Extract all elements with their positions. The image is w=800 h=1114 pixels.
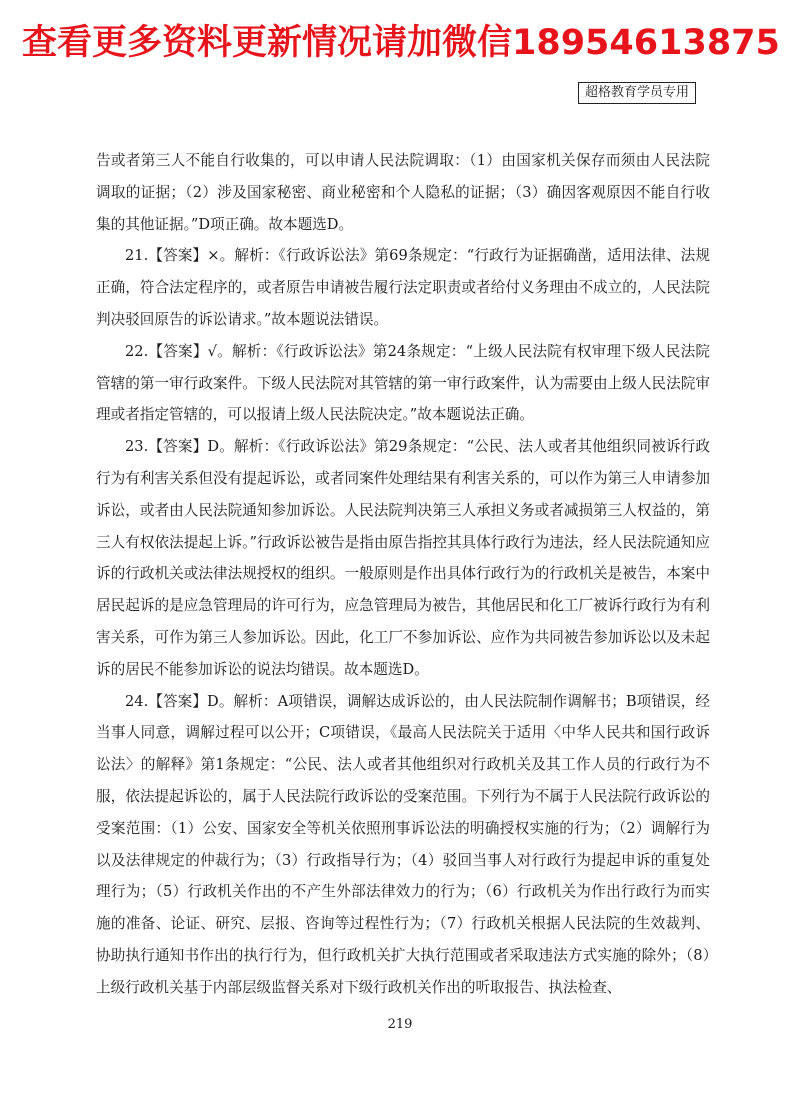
paragraph-answer-21: 21.【答案】×。解析：《行政诉讼法》第69条规定：“行政行为证据确凿，适用法律、法规正确，符合法定程序的，或者原告申请被告履行法定职责或者给付义务理由不成立的，人民法院判决驳回原告的诉讼请求。”故本题说法错误。 [96,247,710,328]
paragraph-answer-22: 22.【答案】√。解析：《行政诉讼法》第24条规定：“上级人民法院有权审理下级人民法院管辖的第一审行政案件。下级人民法院对其管辖的第一审行政案件，认为需要由上级人民法院审理或者指定管辖的，可以报请上级人民法院决定。”故本题说法正确。 [96,342,710,424]
watermark-banner: 查看更多资料更新情况请加微信18954613875 [22,23,780,63]
page-number: 219 [387,1017,413,1032]
answer-analysis-body [96,145,710,1004]
student-use-tag: 超格教育学员专用 [578,82,696,104]
paragraph-answer-24: 24.【答案】D。解析：A项错误，调解达成诉讼的，由人民法院制作调解书；B项错误，经当事人同意，调解过程可以公开；C项错误，《最高人民法院关于适用〈中华人民共和国行政诉讼法〉的解释》第1条规定：“公民、法人或者其他组织对行政机关及其工作人员的行政行为不服，依法提起诉讼的，属于人民法院行政诉讼的受案范围。下列行为不属于人民法院行政诉讼的受案范围：（1）公安、国家安全等机关依照刑事诉讼法的明确授权实施的行为；（2）调解行为以及法律规定的仲裁行为；（3）行政指导行为；（4）驳回当事人对行政行为提起申诉的重复处理行为；（5）行政机关作出的不产生外部法律效力的行为；（6）行政机关为作出行政行为而实施的准备、论证、研究、层报、咨询等过程性行为；（7）行政机关根据人民法院的生效裁判、协助执行通知书作出的执行行为，但行政机关扩大执行范围或者采取违法方式实施的除外；（8）上级行政机关基于内部层级监督关系对下级行政机关作出的听取报告、执法检查、 [96,692,710,996]
paragraph-answer-23: 23.【答案】D。解析：《行政诉讼法》第29条规定：“公民、法人或者其他组织同被诉行政行为有利害关系但没有提起诉讼，或者同案件处理结果有利害关系的，可以作为第三人申请参加诉讼，或者由人民法院通知参加诉讼。人民法院判决第三人承担义务或者减损第三人权益的，第三人有权依法提起上诉。”行政诉讼被告是指由原告指控其具体行政行为违法，经人民法院通知应诉的行政机关或法律法规授权的组织。一般原则是作出具体行政行为的行政机关是被告，本案中居民起诉的是应急管理局的许可行为，应急管理局为被告，其他居民和化工厂被诉行政行为有利害关系，可作为第三人参加诉讼。因此，化工厂不参加诉讼、应作为共同被告参加诉讼以及未起诉的居民不能参加诉讼的说法均错误。故本题选D。 [96,438,710,678]
paragraph-continuation: 告或者第三人不能自行收集的，可以申请人民法院调取：（1）由国家机关保存而须由人民法院调取的证据；（2）涉及国家秘密、商业秘密和个人隐私的证据；（3）确因客观原因不能自行收集的其他证据。”D项正确。故本题选D。 [96,152,710,233]
